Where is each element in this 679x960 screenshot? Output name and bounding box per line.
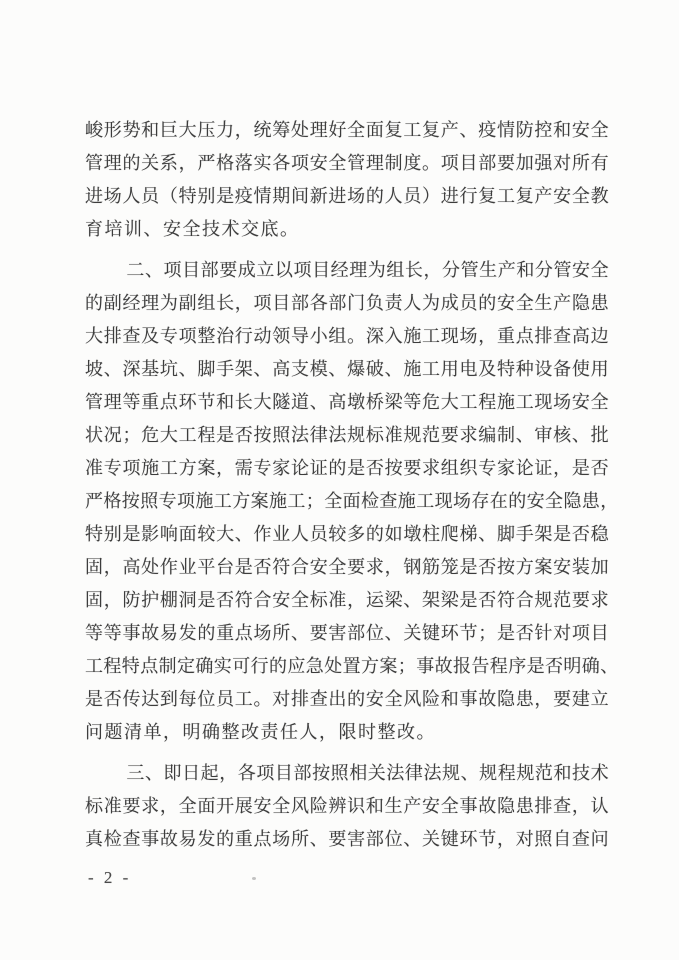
text-line: 特别是影响面较大、作业人员较多的如墩柱爬梯、脚手架是否稳 bbox=[85, 524, 609, 544]
document-body bbox=[85, 114, 619, 864]
text-line: 固，防护棚洞是否符合安全标准，运梁、架梁是否符合规范要求 bbox=[85, 590, 609, 610]
text-line: 管理的关系，严格落实各项安全管理制度。项目部要加强对所有 bbox=[85, 153, 609, 173]
paragraph bbox=[85, 254, 619, 749]
text-line: 等等事故易发的重点场所、要害部位、关键环节；是否针对项目 bbox=[85, 623, 609, 643]
text-line: 准专项施工方案，需专家论证的是否按要求组织专家论证，是否 bbox=[85, 458, 609, 478]
text-line: 坡、深基坑、脚手架、高支模、爆破、施工用电及特种设备使用 bbox=[85, 359, 609, 379]
text-line: 真检查事故易发的重点场所、要害部位、关键环节，对照自查问 bbox=[85, 829, 609, 849]
text-line: 固，高处作业平台是否符合安全要求，钢筋笼是否按方案安装加 bbox=[85, 557, 609, 577]
text-line: 状况；危大工程是否按照法律法规标准规范要求编制、审核、批 bbox=[85, 425, 609, 445]
text-line: 是否传达到每位员工。对排查出的安全风险和事故隐患，要建立 bbox=[85, 689, 609, 709]
text-line: 工程特点制定确实可行的应急处置方案；事故报告程序是否明确、 bbox=[85, 656, 619, 676]
text-line: 标准要求，全面开展安全风险辨识和生产安全事故隐患排查，认 bbox=[85, 796, 609, 816]
scan-speck bbox=[252, 877, 256, 880]
text-line: 的副经理为副组长，项目部各部门负责人为成员的安全生产隐患 bbox=[85, 293, 609, 313]
text-line: 大排查及专项整治行动领导小组。深入施工现场，重点排查高边 bbox=[85, 326, 609, 346]
paragraph bbox=[85, 114, 609, 246]
text-line: 问题清单，明确整改责任人，限时整改。 bbox=[85, 722, 436, 742]
text-line: 育培训、安全技术交底。 bbox=[85, 219, 300, 239]
page-number: - 2 - bbox=[88, 868, 132, 887]
text-line: 三、即日起，各项目部按照相关法律法规、规程规范和技术 bbox=[126, 763, 609, 783]
paragraph bbox=[85, 757, 609, 856]
text-line: 管理等重点环节和长大隧道、高墩桥梁等危大工程施工现场安全 bbox=[85, 392, 609, 412]
text-line: 进场人员（特别是疫情期间新进场的人员）进行复工复产安全教 bbox=[85, 186, 609, 206]
text-line: 二、项目部要成立以项目经理为组长，分管生产和分管安全 bbox=[126, 260, 609, 280]
text-line: 严格按照专项施工方案施工；全面检查施工现场存在的安全隐患， bbox=[85, 491, 619, 511]
text-line: 峻形势和巨大压力，统筹处理好全面复工复产、疫情防控和安全 bbox=[85, 120, 609, 140]
